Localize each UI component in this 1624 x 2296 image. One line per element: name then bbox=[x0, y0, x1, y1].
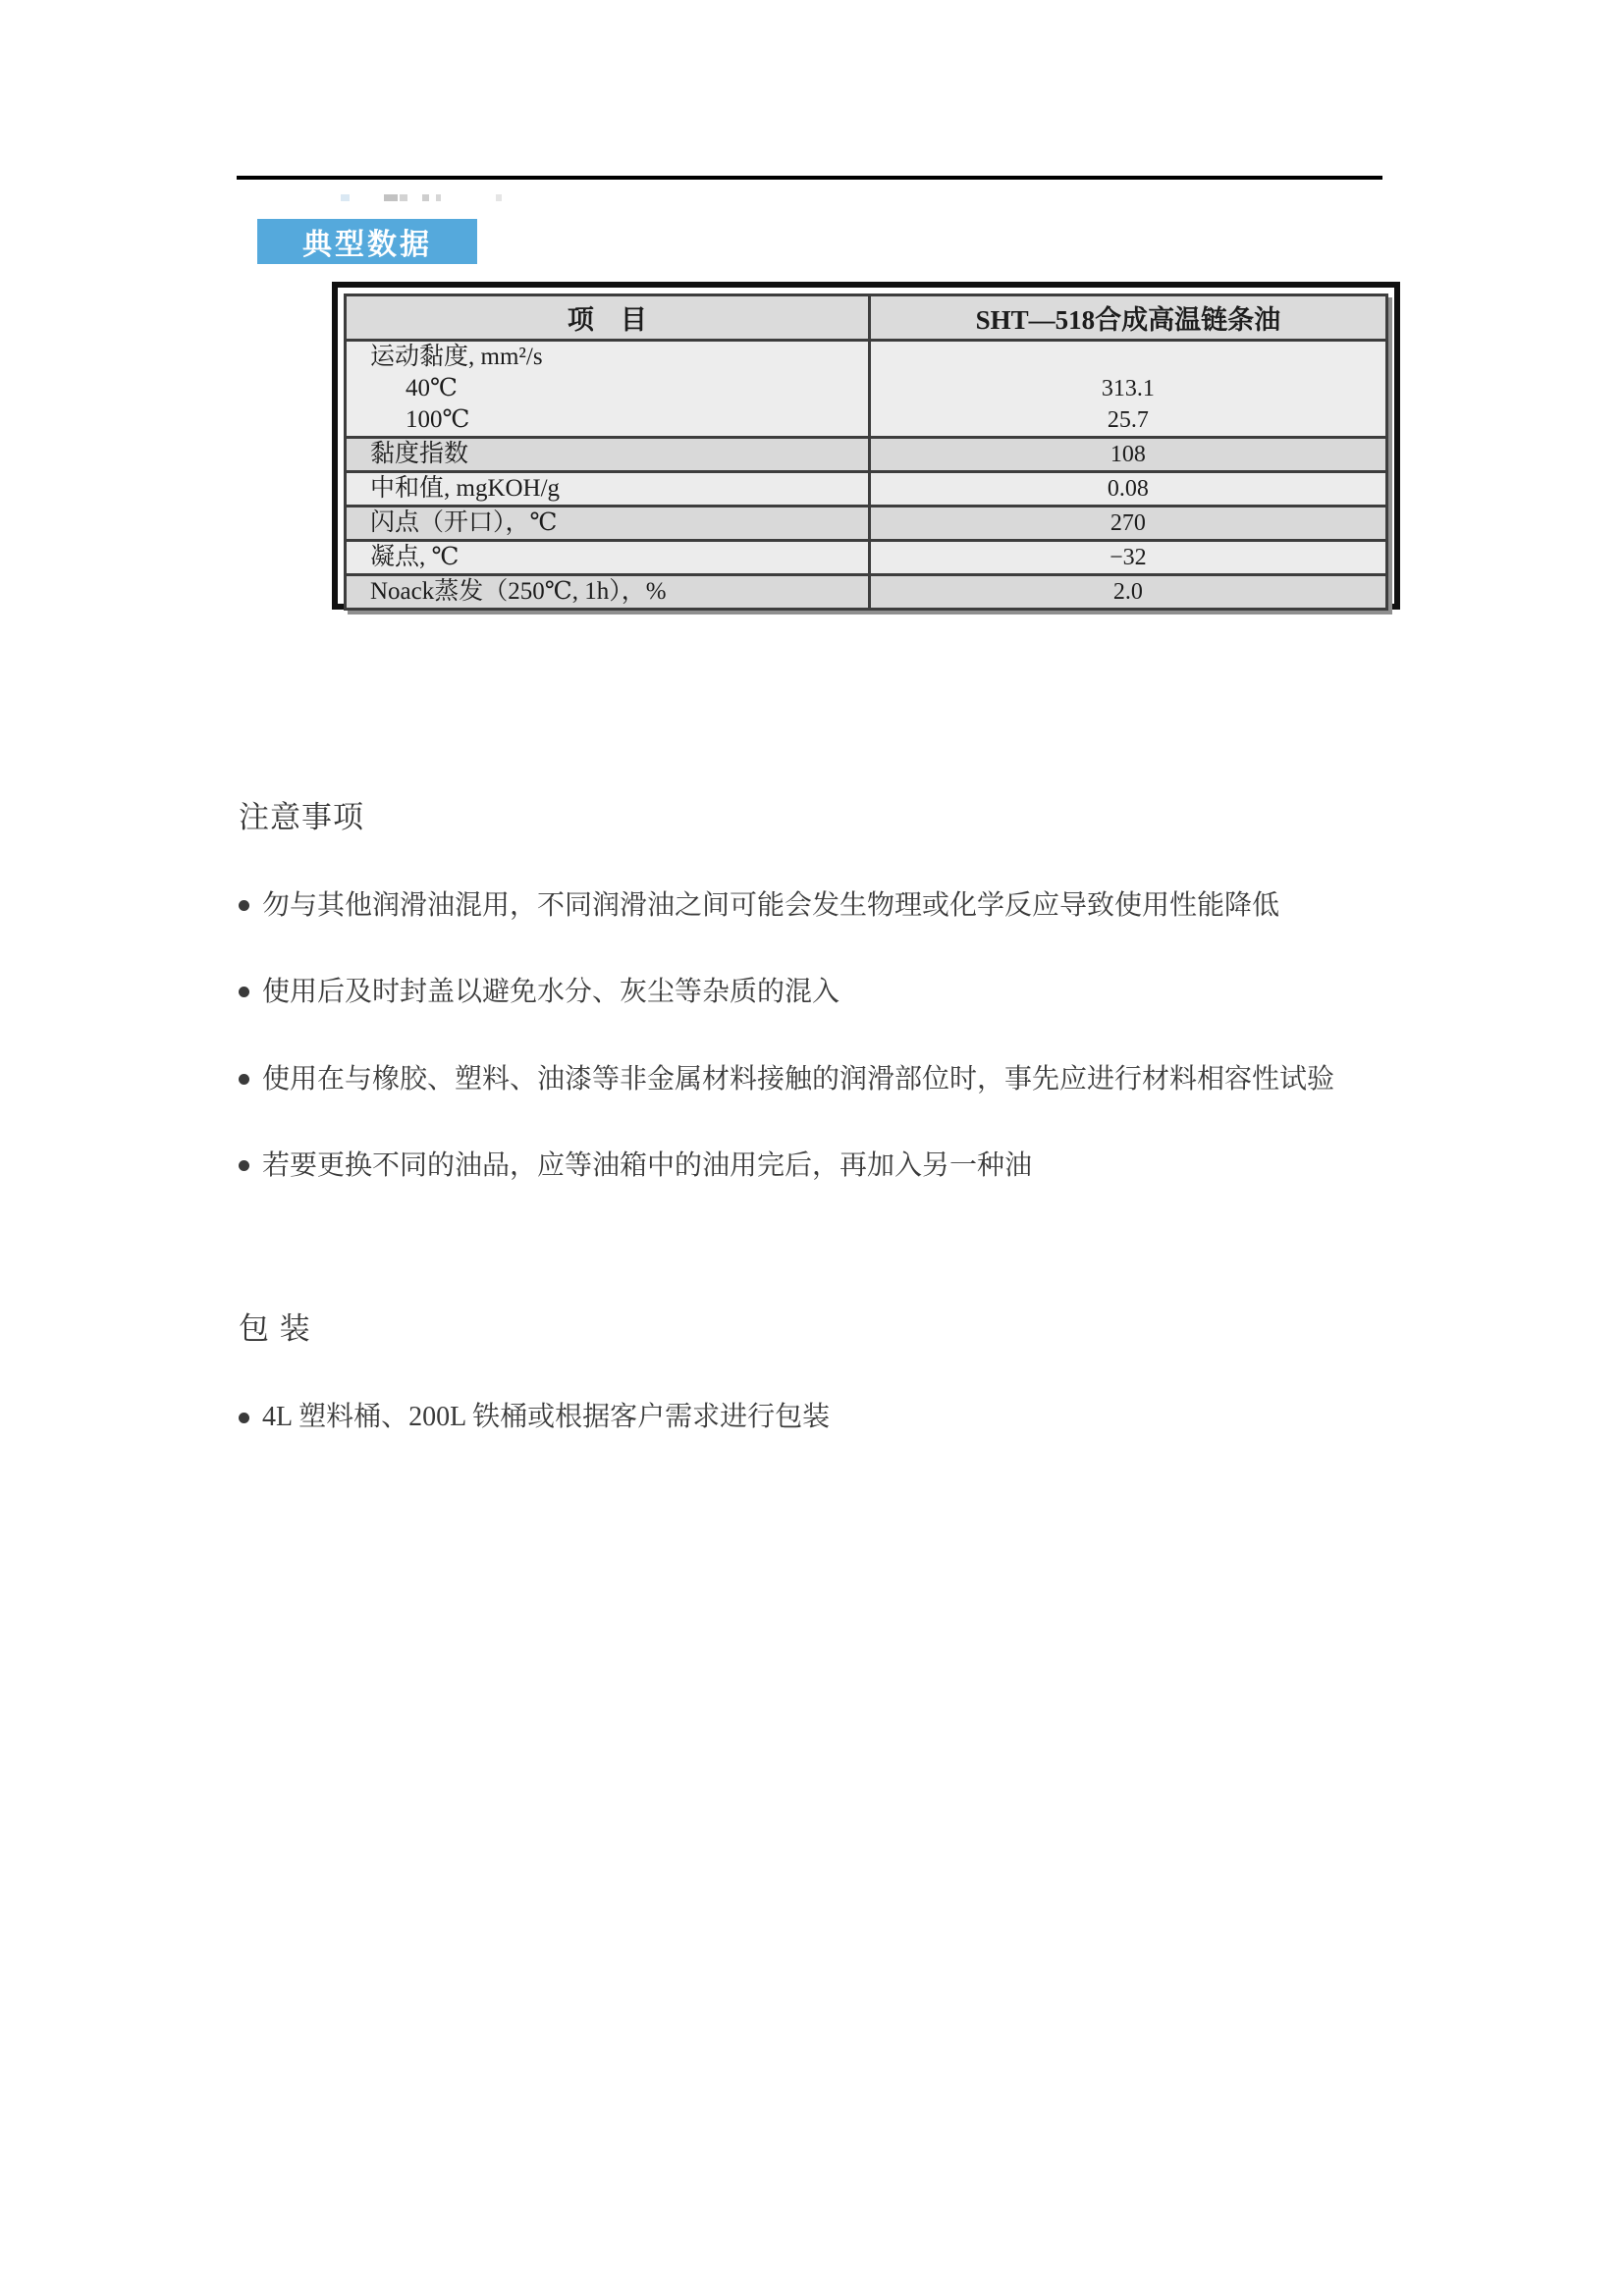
viscosity-40c-label: 40℃ bbox=[406, 375, 458, 401]
faded-text-artifact bbox=[436, 194, 441, 201]
table-row-noack: Noack蒸发（250℃, 1h），% 2.0 bbox=[346, 575, 1387, 610]
note-item-text: 使用后及时封盖以避免水分、灰尘等杂质的混入 bbox=[262, 976, 840, 1006]
faded-text-artifact bbox=[496, 194, 502, 201]
note-item-text: 使用在与橡胶、塑料、油漆等非金属材料接触的润滑部位时，事先应进行材料相容性试验 bbox=[262, 1063, 1335, 1094]
bullet-icon bbox=[239, 1160, 249, 1171]
table-row-viscosity-index: 黏度指数 108 bbox=[346, 438, 1387, 472]
viscosity-40c-value: 313.1 bbox=[1101, 376, 1155, 401]
faded-text-artifact bbox=[384, 194, 398, 201]
notes-heading: 注意事项 bbox=[239, 800, 364, 834]
bullet-icon bbox=[239, 1413, 249, 1423]
column-header-product: SHT—518合成高温链条油 bbox=[869, 295, 1386, 341]
header-divider-rule bbox=[237, 176, 1382, 180]
table-row-neutralization: 中和值, mgKOH/g 0.08 bbox=[346, 472, 1387, 507]
note-item bbox=[239, 975, 839, 1008]
packaging-item bbox=[239, 1401, 830, 1434]
bullet-icon bbox=[239, 900, 249, 911]
note-item-text: 勿与其他润滑油混用，不同润滑油之间可能会发生物理或化学反应导致使用性能降低 bbox=[262, 889, 1280, 920]
column-header-item: 项 目 bbox=[346, 295, 870, 341]
bullet-icon bbox=[239, 1074, 249, 1085]
viscosity-100c-value: 25.7 bbox=[1107, 407, 1149, 433]
note-item-text: 若要更换不同的油品，应等油箱中的油用完后，再加入另一种油 bbox=[262, 1149, 1033, 1180]
typical-data-table bbox=[332, 282, 1400, 610]
bullet-icon bbox=[239, 987, 249, 997]
viscosity-100c-label: 100℃ bbox=[406, 406, 470, 433]
note-item bbox=[239, 1148, 1032, 1182]
note-item bbox=[239, 888, 1279, 922]
table-row-viscosity bbox=[346, 341, 1387, 438]
viscosity-label: 运动黏度, mm²/s bbox=[370, 344, 543, 370]
faded-text-artifact bbox=[341, 194, 350, 201]
note-item bbox=[239, 1062, 1334, 1095]
table-header-row bbox=[346, 295, 1387, 341]
table-row-pour-point: 凝点, ℃ −32 bbox=[346, 541, 1387, 575]
packaging-heading: 包 装 bbox=[239, 1311, 311, 1346]
packaging-item-text: 4L 塑料桶、200L 铁桶或根据客户需求进行包装 bbox=[262, 1402, 831, 1432]
typical-data-badge: 典型数据 bbox=[257, 219, 477, 264]
faded-text-artifact bbox=[400, 194, 407, 201]
faded-text-artifact bbox=[422, 194, 429, 201]
table-row-flash-point: 闪点（开口），℃ 270 bbox=[346, 507, 1387, 541]
